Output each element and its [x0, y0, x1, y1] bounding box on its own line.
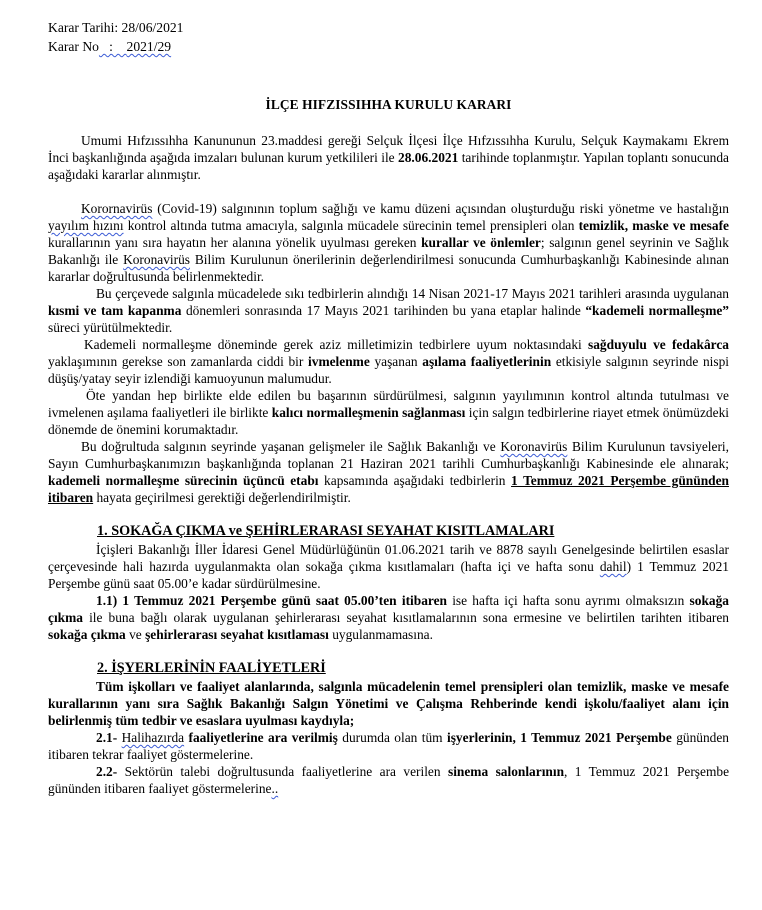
intro-paragraph: Umumi Hıfzıssıhha Kanununun 23.maddesi gereği Selçuk İlçesi İlçe Hıfzıssıhha Kurulu, Selçuk Kaymakamı Ekrem İnci başkanlığında aşağıda imzaları bulunan kurum yetkilileri ile 28.06.2021 tarihinde toplanmıştır. Yapılan toplantı sonucunda aşağıdaki kararlar alınmıştır.	[48, 133, 729, 182]
paragraph-context: Korornavirüs (Covid-19) salgınının toplum sağlığı ve kamu düzeni açısından oluşturduğu riski yönetme ve hastalığın yayılım hızını kontrol altında tutma amacıyla, salgınla mücadele sürecinin temel prensipleri olan temizlik, maske ve mesafe kurallarının yanı sıra hayatın her alanına yönelik uyulması gereken kurallar ve önlemler; salgının genel seyrinin ve Sağlık Bakanlığı ile Koronavirüs Bilim Kurulunun önerilerinin değerlendirilmesi sonucunda Cumhurbaşkanlığı Kabinesinde alınan kararlar doğrultusunda belirlenmektedir.	[48, 201, 730, 284]
meeting-date: 28.06.2021	[398, 150, 459, 165]
paragraph-decision: Bu doğrultuda salgının seyrinde yaşanan gelişmeler ile Sağlık Bakanlığı ve Koronavirüs Bilim Kurulunun tavsiyeleri, Sayın Cumhurbaşkanımızın başkanlığında toplanan 21 Haziran 2021 tarihli Cumhurbaşkanlığı Kabinesinde ele alınarak; kademeli normalleşme sürecinin üçüncü etabı kapsamında aşağıdaki tedbirlerin 1 Temmuz 2021 Perşembe gününden itibaren hayata geçirilmesi gerektiği değerlendirilmiştir.	[48, 439, 730, 505]
section-2-item-2-2: 2.2- Sektörün talebi doğrultusunda faaliyetlerine ara verilen sinema salonlarının, 1 Temmuz 2021 Perşembe gününden itibaren faaliyet göstermelerine..	[48, 764, 730, 796]
section-2-paragraph-1: Tüm işkolları ve faaliyet alanlarında, salgınla mücadelenin temel prensipleri olan temizlik, maske ve mesafe kurallarının yanı sıra Sağlık Bakanlığı Salgın Yönetimi ve Çalışma Rehberinde kendi işkolu/faaliyet alanı için belirlenmiş tüm tedbir ve esaslara uyulması kaydıyla;	[48, 679, 729, 728]
decision-number	[48, 37, 729, 56]
paragraph-vaccination: Kademeli normalleşme döneminde gerek aziz milletimizin tedbirlere uyum noktasındaki sağduyulu ve fedakârca yaklaşımının gerekse son zamanlarda ciddi bir ivmelenme yaşanan aşılama faaliyetlerinin etkisiyle salgının seyrinde nispi düşüş/yatay seyir izlendiği kamuoyunun malumudur.	[48, 337, 730, 386]
decision-meta	[48, 18, 729, 56]
paragraph-normalization: Bu çerçevede salgınla mücadelede sıkı tedbirlerin alındığı 14 Nisan 2021-17 Mayıs 2021 tarihleri arasında uygulanan kısmi ve tam kapanma dönemleri sonrasında 17 Mayıs 2021 tarihinden bu yana etaplar halinde “kademeli normalleşme” süreci yürütülmektedir.	[48, 286, 729, 335]
section-1-item-1-1: 1.1) 1 Temmuz 2021 Perşembe günü saat 05.00’ten itibaren ise hafta içi hafta sonu ayrımı olmaksızın sokağa çıkma ile buna bağlı olarak uygulanan şehirlerarası seyahat kısıtlamalarının sona ermesine ve belirtilen tarihten itibaren sokağa çıkma ve şehirlerarası seyahat kısıtlaması uygulanmamasına.	[48, 593, 729, 642]
page-title: İLÇE HIFZISSIHHA KURULU KARARI	[265, 97, 512, 112]
spacer	[48, 183, 729, 200]
decision-no-value: 2021/29	[126, 39, 172, 54]
section-1-paragraph-1: İçişleri Bakanlığı İller İdaresi Genel Müdürlüğünün 01.06.2021 tarih ve 8878 sayılı Genelgesinde belirtilen esaslar çerçevesinde hali hazırda uygulanmakta olan sokağa çıkma kısıtlamaları (hafta içi ve hafta sonu dahil) 1 Temmuz 2021 Perşembe günü saat 05.00’e kadar sürdürülmesine.	[48, 542, 729, 591]
section-1-heading: 1. SOKAĞA ÇIKMA ve ŞEHİRLERARASI SEYAHAT KISITLAMALARI	[97, 523, 555, 539]
section-2-item-2-1: 2.1- Halihazırda faaliyetlerine ara verilmiş durumda olan tüm işyerlerinin, 1 Temmuz 2021 Perşembe gününden itibaren tekrar faaliyet göstermelerine.	[48, 730, 729, 762]
effective-date: 1 Temmuz 2021 Perşembe gününden itibaren	[48, 473, 729, 505]
decision-date: Karar Tarihi: 28/06/2021	[48, 20, 184, 35]
decision-document	[48, 18, 729, 797]
paragraph-sustain: Öte yandan hep birlikte elde edilen bu başarının sürdürülmesi, salgının yayılımının kontrol altında tutulması ve ivmelenen aşılama faaliyetleri ile birlikte kalıcı normalleşmenin sağlanması için salgın tedbirlerine riayet etmek önümüzdeki dönemde de önemini korumaktadır.	[48, 388, 729, 437]
spacer	[48, 506, 729, 523]
spacer	[48, 643, 729, 660]
section-2-heading: 2. İŞYERLERİNİN FAALİYETLERİ	[97, 660, 326, 676]
decision-no-label: Karar No	[48, 39, 99, 54]
decision-no-sep: :	[98, 39, 127, 54]
